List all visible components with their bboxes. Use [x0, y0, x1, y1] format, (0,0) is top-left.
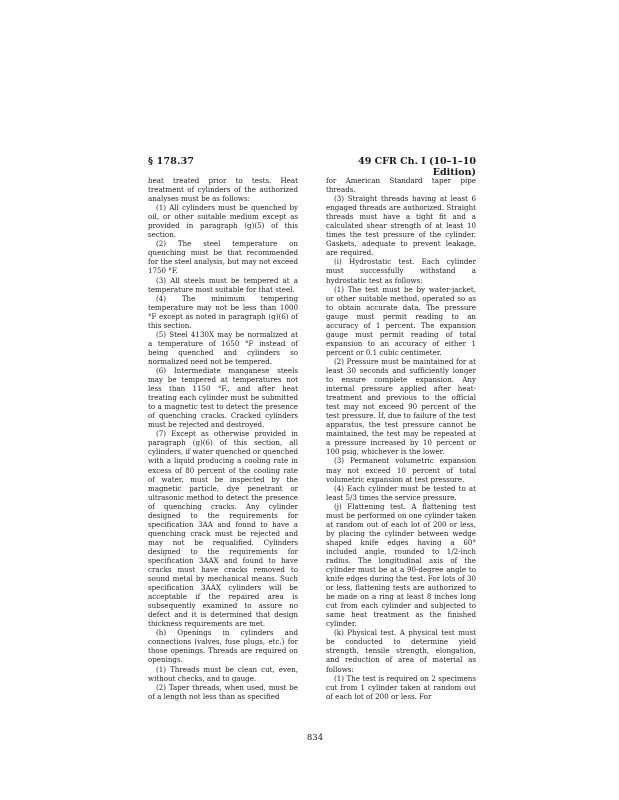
paragraph: (7) Except as otherwise provided in paragraph (g)(6) of this section, all cylinders, if water quenched or quenched with a liquid producing a cooling rate in excess of 80 percent of the cooling rate of water, must be inspected by the magnetic particle, dye penetrant or ultrasonic method to detect the presence of quenching cracks. Any cylinder designed to the requirements for specification 3AA and found to have a quenching crack must be rejected and may not be requalified. Cylinders designed to the requirements for specification 3AAX and found to have cracks must have cracks removed to sound metal by mechanical means. Such specification 3AAX cylinders will be acceptable if the repaired area is subsequently examined to assure no defect and it is determined that design thickness requirements are met. — [148, 429, 298, 629]
paragraph: (4) Each cylinder must be tested to at least 5/3 times the service pressure. — [326, 483, 476, 502]
paragraph: (5) Steel 4130X may be normalized at a temperature of 1650 °F instead of being quenched and cylinders so normalized need not be tempered. — [148, 329, 298, 366]
section-number: § 178.37 — [148, 156, 195, 167]
paragraph: (3) Straight threads having at least 6 engaged threads are authorized. Straight threads must have a tight fit and a calculated shear strength of at least 10 times the test pressure of the cylinder. Gaskets, adequate to prevent leakage, are required. — [326, 194, 476, 258]
paragraph: (3) All steels must be tempered at a temperature most suitable for that steel. — [148, 275, 298, 294]
paragraph: (3) Permanent volumetric expansion may not exceed 10 percent of total volumetric expansion at test pressure. — [326, 456, 476, 484]
paragraph: (i) Hydrostatic test. Each cylinder must successfully withstand a hydrostatic test as follows: — [326, 257, 476, 285]
page-number: 834 — [306, 733, 324, 743]
cfr-edition-header: 49 CFR Ch. I (10–1–10 Edition) — [358, 156, 476, 178]
paragraph: (6) Intermediate manganese steels may be tempered at temperatures not less than 1150 °F., and after heat treating each cylinder must be submitted to a magnetic test to detect the presence of quenching cracks. Cracked cylinders must be rejected and destroyed. — [148, 365, 298, 430]
right-text-column — [326, 176, 476, 701]
paragraph: (2) Pressure must be maintained for at least 30 seconds and sufficiently longer to ensure complete expansion. Any internal pressure applied after heat-treatment and previous to the official test may not exceed 90 percent of the test pressure. If, due to failure of the test apparatus, the test pressure cannot be maintained, the test may be repeated at a pressure increased by 10 percent or 100 psig, whichever is the lower. — [326, 356, 476, 457]
left-text-column — [148, 176, 298, 701]
paragraph: (1) The test is required on 2 specimens cut from 1 cylinder taken at random out of each lot of 200 or less. For — [326, 673, 476, 701]
paragraph: (1) The test must be by water-jacket, or other suitable method, operated so as to obtain accurate data. The pressure gauge must permit reading to an accuracy of 1 percent. The expansion gauge must permit reading of total expansion to an accuracy of either 1 percent or 0.1 cubic centimeter. — [326, 284, 476, 357]
paragraph: (1) Threads must be clean cut, even, without checks, and to gauge. — [148, 664, 298, 683]
paragraph: (2) Taper threads, when used, must be of a length not less than as specified — [148, 682, 298, 701]
paragraph: (4) The minimum tempering temperature may not be less than 1000 °F except as noted in paragraph (g)(6) of this section. — [148, 293, 298, 330]
paragraph: (1) All cylinders must be quenched by oil, or other suitable medium except as provided in paragraph (g)(5) of this section. — [148, 203, 298, 240]
paragraph: (k) Physical test. A physical test must be conducted to determine yield strength, tensile strength, elongation, and reduction of area of material as follows: — [326, 628, 476, 674]
paragraph: (2) The steel temperature on quenching must be that recommended for the steel analysis, but may not exceed 1750 °F. — [148, 239, 298, 276]
paragraph: heat treated prior to tests. Heat treatment of cylinders of the authorized analyses must be as follows: — [148, 176, 298, 204]
paragraph: for American Standard taper pipe threads. — [326, 176, 476, 195]
paragraph: (h) Openings in cylinders and connections (valves, fuse plugs, etc.) for those openings. Threads are required on openings. — [148, 628, 298, 665]
paragraph: (j) Flattening test. A flattening test must be performed on one cylinder taken at random out of each lot of 200 or less, by placing the cylinder between wedge shaped knife edges having a 60° included angle, rounded to 1/2-inch radius. The longitudinal axis of the cylinder must be at a 90-degree angle to knife edges during the test. For lots of 30 or less, flattening tests are authorized to be made on a ring at least 8 inches long cut from each cylinder and subjected to same heat treatment as the finished cylinder. — [326, 501, 476, 629]
